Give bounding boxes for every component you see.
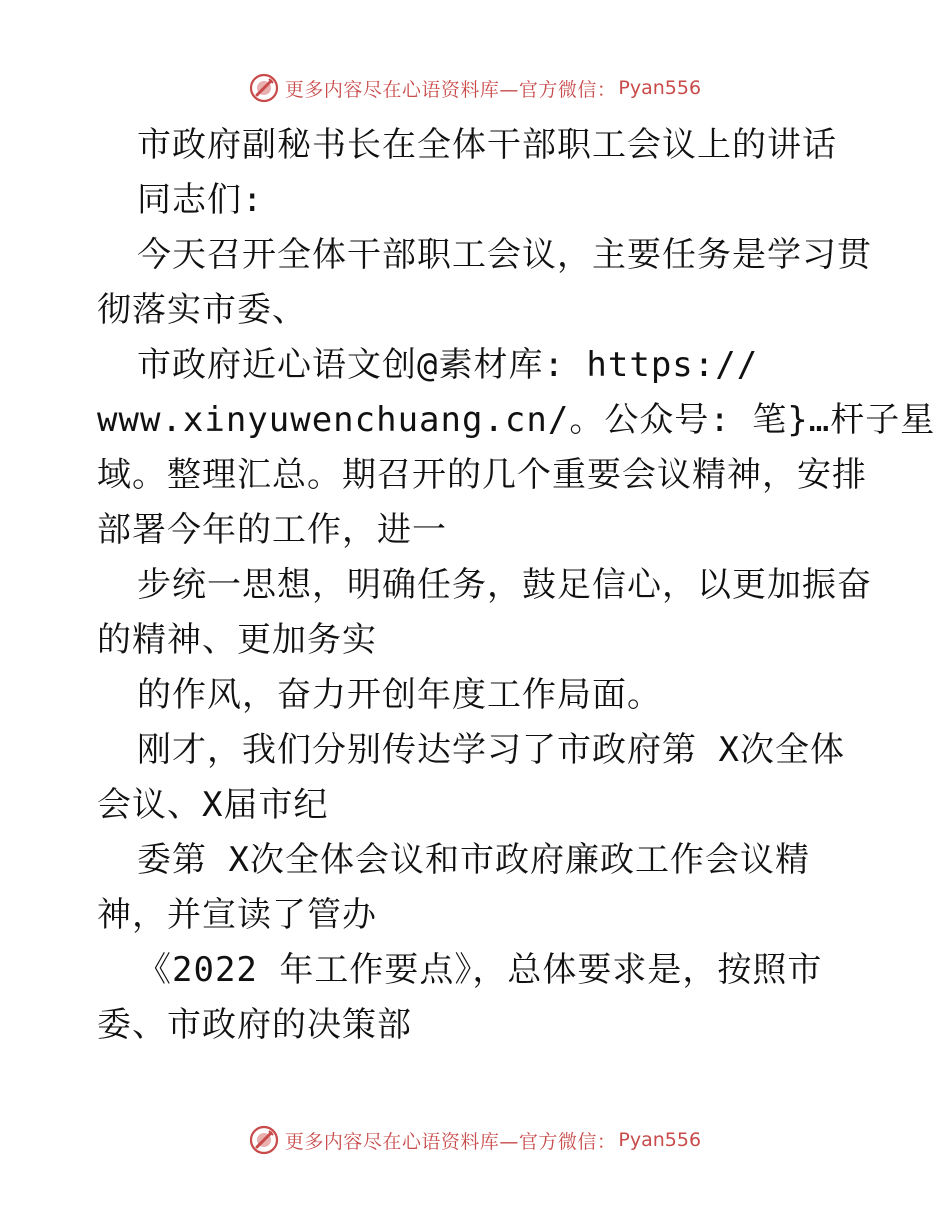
paragraph-line: 今天召开全体干部职工会议，主要任务是学习贯: [137, 235, 872, 275]
watermark-wechat-id: Pyan556: [618, 77, 702, 99]
paragraph-line: 委、市政府的决策部: [97, 1005, 412, 1045]
paragraph-line: 刚才，我们分别传达学习了市政府第 X次全体: [137, 730, 845, 770]
paragraph-line: 域。整理汇总。期召开的几个重要会议精神，安排: [97, 455, 867, 495]
paragraph-line: 的作风，奋力开创年度工作局面。: [137, 675, 662, 715]
document-body: [97, 118, 936, 1053]
paragraph-line: 委第 X次全体会议和市政府廉政工作会议精: [137, 840, 810, 880]
watermark-text: 更多内容尽在心语资料库—官方微信：: [284, 78, 617, 101]
seal-logo-icon: [249, 1125, 279, 1155]
footer-watermark: [0, 1120, 950, 1160]
watermark-wechat-id: Pyan556: [618, 1129, 702, 1151]
paragraph-line: www.xinyuwenchuang.cn/。公众号: 笔}…杆子星: [97, 400, 936, 440]
paragraph-line: 步统一思想，明确任务，鼓足信心，以更加振奋: [137, 565, 872, 605]
paragraph-line: 会议、X届市纪: [97, 785, 329, 825]
paragraph-line: 部署今年的工作，进一: [97, 510, 447, 550]
header-watermark: [0, 68, 950, 108]
paragraph-line: 彻落实市委、: [97, 290, 307, 330]
watermark-text: 更多内容尽在心语资料库—官方微信：: [284, 1130, 617, 1153]
paragraph-line: 《2022 年工作要点》，总体要求是，按照市: [137, 950, 823, 990]
seal-logo-icon: [249, 73, 279, 103]
paragraph-line: 市政府近心语文创@素材库: https://: [137, 345, 759, 385]
salutation: 同志们:: [137, 180, 264, 220]
paragraph-line: 神，并宣读了管办: [97, 895, 377, 935]
document-title: 市政府副秘书长在全体干部职工会议上的讲话: [137, 125, 837, 165]
paragraph-line: 的精神、更加务实: [97, 620, 377, 660]
